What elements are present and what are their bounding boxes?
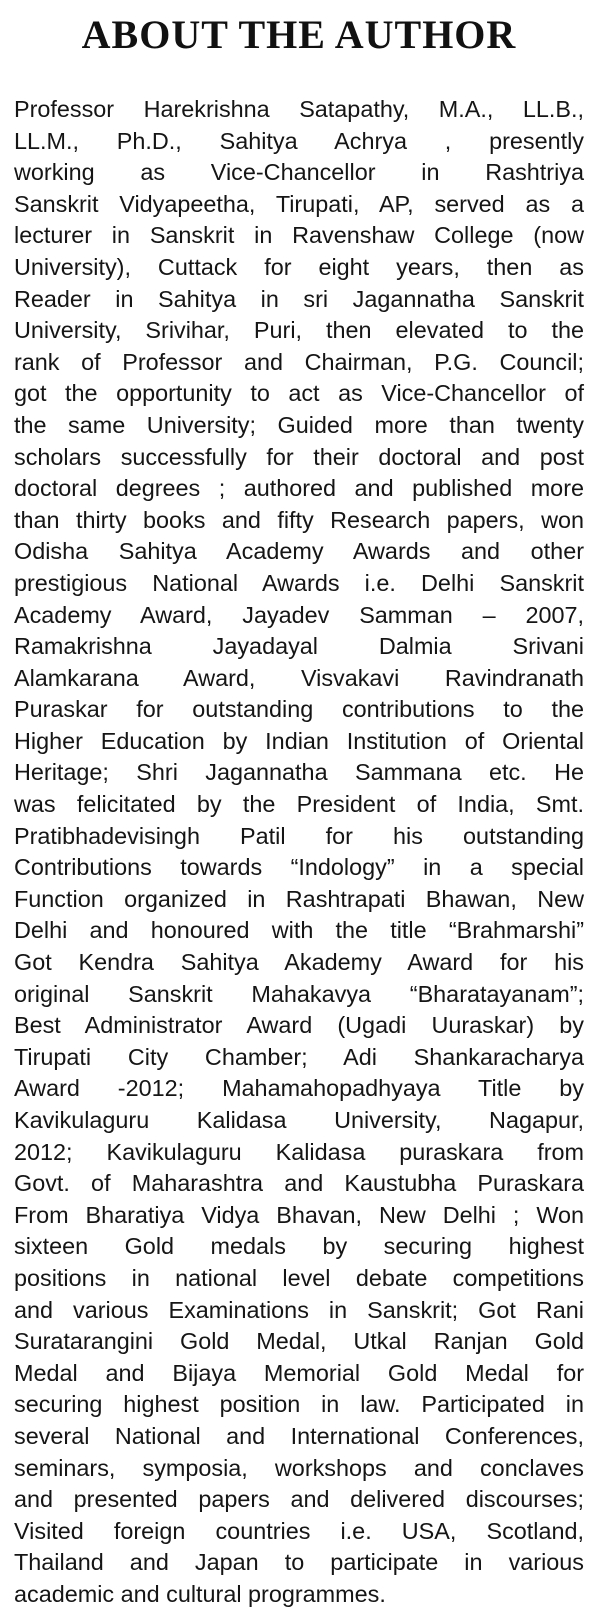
biography-line: 2012; Kavikulaguru Kalidasa puraskara from xyxy=(14,1138,584,1165)
biography-line: lecturer in Sanskrit in Ravenshaw College (now xyxy=(14,222,584,249)
biography-line: rank of Professor and Chairman, P.G. Council; xyxy=(14,348,584,375)
biography-line: prestigious National Awards i.e. Delhi Sanskrit xyxy=(14,569,584,596)
biography-line: doctoral degrees ; authored and published more xyxy=(14,475,584,502)
biography-line: Award -2012; Mahamahopadhyaya Title by xyxy=(14,1075,584,1102)
biography-line: working as Vice-Chancellor in Rashtriya xyxy=(14,159,584,186)
biography-line: University), Cuttack for eight years, then as xyxy=(14,253,584,280)
biography-line: was felicitated by the President of India, Smt. xyxy=(14,791,584,818)
biography-line: University, Srivihar, Puri, then elevated to the xyxy=(14,317,584,344)
biography-line: seminars, symposia, workshops and conclaves xyxy=(14,1454,584,1481)
biography-line: Function organized in Rashtrapati Bhawan, New xyxy=(14,885,584,912)
biography-line: Sanskrit Vidyapeetha, Tirupati, AP, served as a xyxy=(14,190,584,217)
biography-line: Ramakrishna Jayadayal Dalmia Srivani xyxy=(14,633,584,660)
biography-line: Contributions towards “Indology” in a special xyxy=(14,854,584,881)
biography-line: Professor Harekrishna Satapathy, M.A., LL.B., xyxy=(14,96,584,122)
biography-line: Govt. of Maharashtra and Kaustubha Puraskara xyxy=(14,1170,584,1197)
biography-line: Thailand and Japan to participate in various xyxy=(14,1549,584,1576)
biography-line: the same University; Guided more than twenty xyxy=(14,411,584,438)
biography-line: Visited foreign countries i.e. USA, Scotland, xyxy=(14,1517,584,1544)
biography-line: Odisha Sahitya Academy Awards and other xyxy=(14,538,584,565)
biography-line: Kavikulaguru Kalidasa University, Nagapur, xyxy=(14,1107,584,1133)
biography-line: Pratibhadevisingh Patil for his outstanding xyxy=(14,822,584,849)
biography-line: Puraskar for outstanding contributions to the xyxy=(14,696,584,723)
biography-line: scholars successfully for their doctoral and post xyxy=(14,443,584,470)
biography-line: LL.M., Ph.D., Sahitya Achrya , presently xyxy=(14,127,584,154)
biography-line: Delhi and honoured with the title “Brahmarshi” xyxy=(14,917,584,944)
biography-line: got the opportunity to act as Vice-Chancellor of xyxy=(14,380,584,407)
biography-line: sixteen Gold medals by securing highest xyxy=(14,1233,584,1260)
author-biography xyxy=(14,62,584,1611)
biography-line: Alamkarana Award, Visvakavi Ravindranath xyxy=(14,664,584,691)
biography-line: Heritage; Shri Jagannatha Sammana etc. He xyxy=(14,759,584,786)
page-title: ABOUT THE AUTHOR xyxy=(81,12,517,57)
biography-line: securing highest position in law. Participated in xyxy=(14,1391,584,1418)
biography-line: than thirty books and fifty Research papers, won xyxy=(14,506,584,533)
biography-line: positions in national level debate competitions xyxy=(14,1264,584,1291)
biography-line: Tirupati City Chamber; Adi Shankaracharya xyxy=(14,1043,584,1070)
biography-line: Higher Education by Indian Institution of Oriental xyxy=(14,727,584,754)
biography-line: Best Administrator Award (Ugadi Uuraskar) by xyxy=(14,1012,584,1039)
biography-line: several National and International Conferences, xyxy=(14,1422,584,1449)
biography-line: From Bharatiya Vidya Bhavan, New Delhi ; Won xyxy=(14,1201,584,1228)
biography-line: Suratarangini Gold Medal, Utkal Ranjan Gold xyxy=(14,1328,584,1355)
biography-line: Academy Award, Jayadev Samman – 2007, xyxy=(14,601,584,628)
biography-line: and presented papers and delivered discourses; xyxy=(14,1486,584,1513)
biography-line: Reader in Sahitya in sri Jagannatha Sanskrit xyxy=(14,285,584,312)
biography-line: Got Kendra Sahitya Akademy Award for his xyxy=(14,949,584,976)
biography-line: academic and cultural programmes. xyxy=(14,1580,386,1607)
biography-line: and various Examinations in Sanskrit; Got Rani xyxy=(14,1296,584,1323)
biography-line: Medal and Bijaya Memorial Gold Medal for xyxy=(14,1359,584,1386)
biography-line: original Sanskrit Mahakavya “Bharatayanam”; xyxy=(14,980,584,1007)
